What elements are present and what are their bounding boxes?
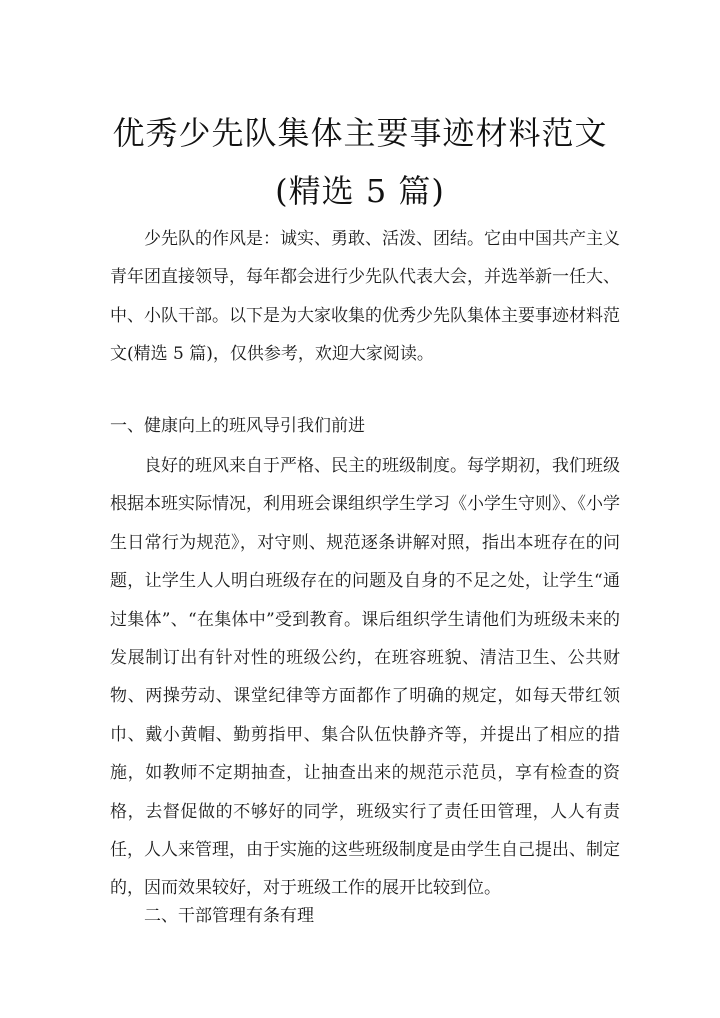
document-subtitle: (精选 5 篇): [275, 172, 445, 210]
section-heading-2: 二、干部管理有条有理: [144, 906, 314, 926]
document-title: 优秀少先队集体主要事迹材料范文: [112, 114, 608, 152]
section-1-paragraph: 良好的班风来自于严格、民主的班级制度。每学期初，我们班级根据本班实际情况，利用班会课组织学生学习《小学生守则》、《小学生日常行为规范》，对守则、规范逐条讲解对照，指出本班存在的问题，让学生人人明白班级存在的问题及自身的不足之处，让学生“通过集体”、“在集体中”受到教育。课后组织学生请他们为班级未来的发展制订出有针对性的班级公约，在班容班貌、清洁卫生、公共财物、两操劳动、课堂纪律等方面都作了明确的规定，如每天带红领巾、戴小黄帽、勤剪指甲、集合队伍快静齐等，并提出了相应的措施，如教师不定期抽查，让抽查出来的规范示范员，享有检查的资格，去督促做的不够好的同学，班级实行了责任田管理，人人有责任，人人来管理，由于实施的这些班级制度是由学生自己提出、制定的，因而效果较好，对于班级工作的展开比较到位。: [110, 456, 620, 899]
section-heading-1: 一、健康向上的班风导引我们前进: [110, 416, 365, 436]
intro-paragraph: 少先队的作风是：诚实、勇敢、活泼、团结。它由中国共产主义青年团直接领导，每年都会进行少先队代表大会，并选举新一任大、中、小队干部。以下是为大家收集的优秀少先队集体主要事迹材料范文(精选 5 篇)，仅供参考，欢迎大家阅读。: [110, 229, 620, 365]
